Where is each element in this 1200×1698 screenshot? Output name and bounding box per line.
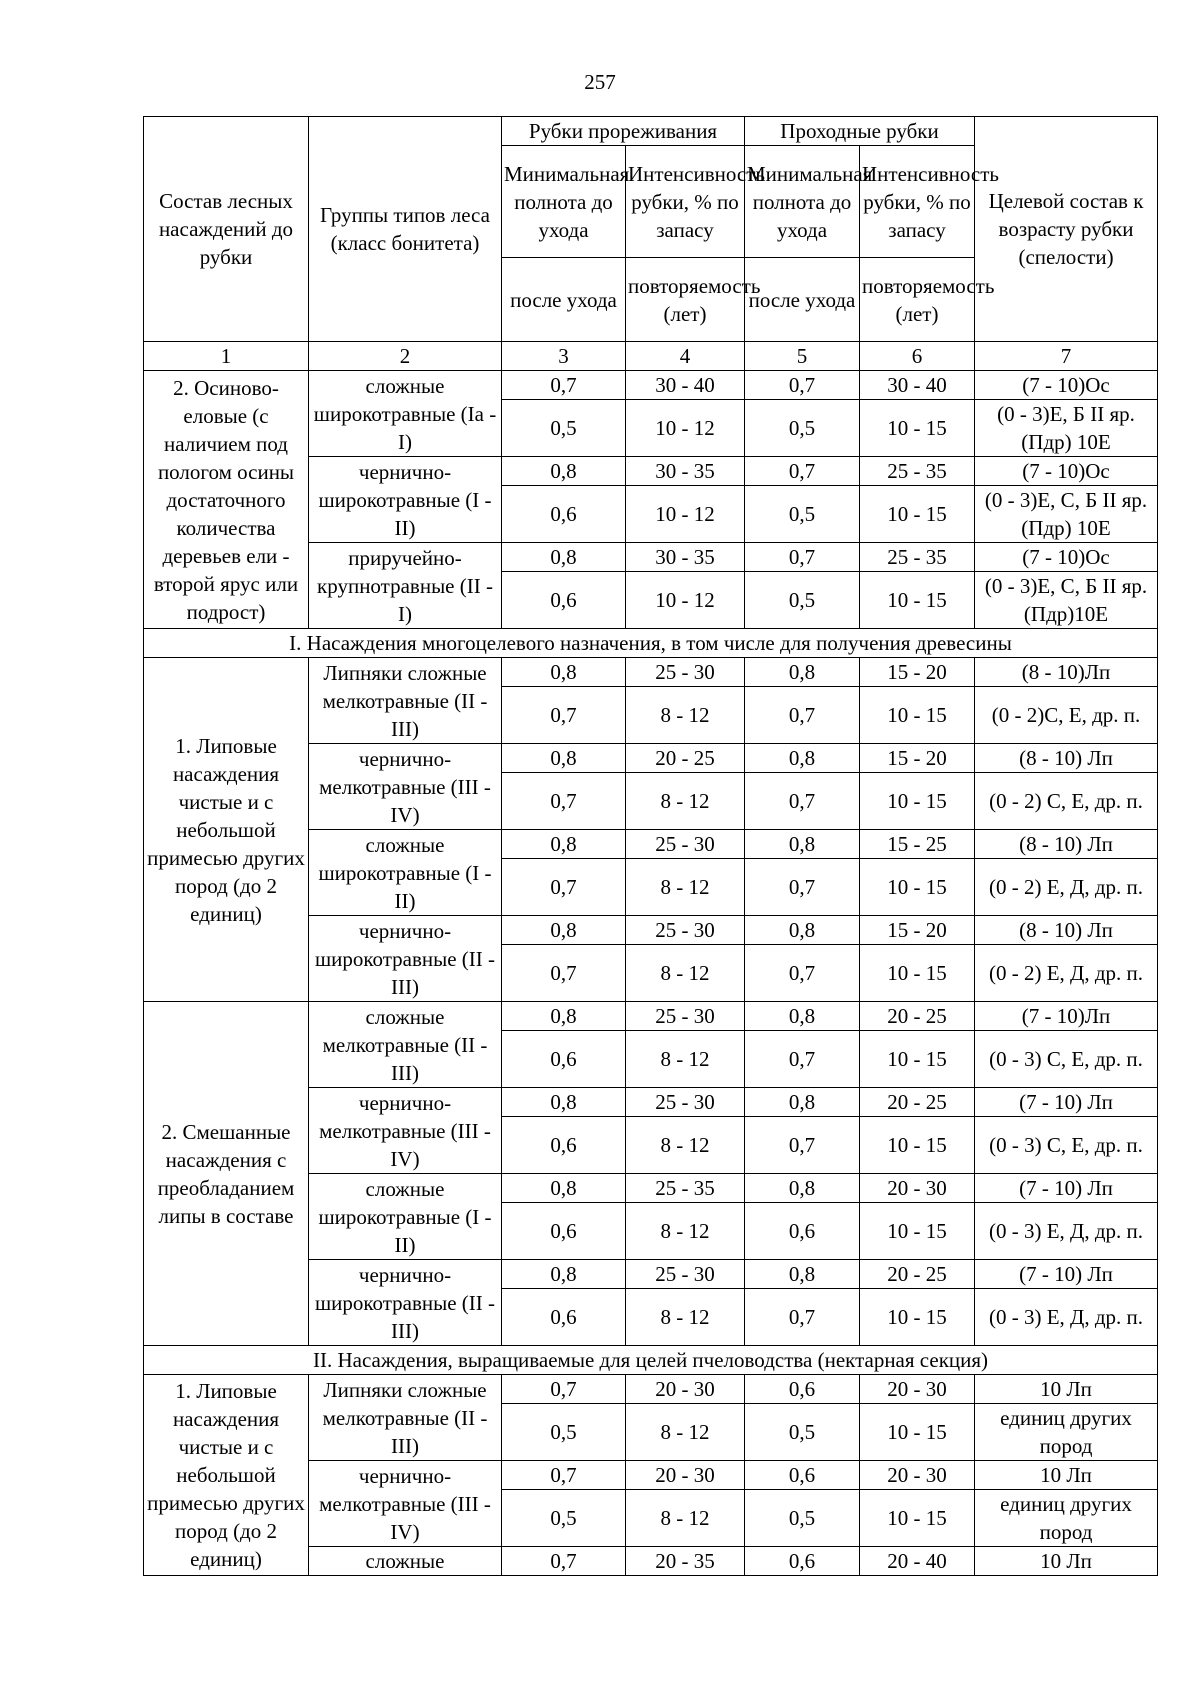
value-cell: (0 - 3) С, Е, др. п.: [975, 1031, 1158, 1088]
value-cell: 0,5: [502, 400, 626, 457]
value-cell: единиц других пород: [975, 1490, 1158, 1547]
value-cell: 0,8: [502, 658, 626, 687]
value-cell: 0,6: [745, 1547, 860, 1576]
table-body: [144, 371, 1158, 1576]
value-cell: 0,8: [502, 1260, 626, 1289]
value-cell: 0,6: [502, 572, 626, 629]
value-cell: 0,8: [502, 457, 626, 486]
value-cell: 25 - 35: [860, 543, 975, 572]
value-cell: 0,8: [502, 1002, 626, 1031]
value-cell: 0,5: [745, 1490, 860, 1547]
column-number: 6: [860, 342, 975, 371]
value-cell: (8 - 10) Лп: [975, 916, 1158, 945]
value-cell: (7 - 10)Ос: [975, 371, 1158, 400]
value-cell: 0,6: [745, 1375, 860, 1404]
value-cell: 10 - 12: [626, 400, 745, 457]
value-cell: 20 - 40: [860, 1547, 975, 1576]
value-cell: 30 - 35: [626, 543, 745, 572]
value-cell: 15 - 20: [860, 658, 975, 687]
value-cell: 0,7: [745, 1117, 860, 1174]
value-cell: 0,8: [745, 916, 860, 945]
value-cell: (7 - 10)Лп: [975, 1002, 1158, 1031]
forest-type-cell: сложные: [309, 1547, 502, 1576]
value-cell: 0,7: [745, 687, 860, 744]
value-cell: 25 - 30: [626, 830, 745, 859]
value-cell: 25 - 35: [626, 1174, 745, 1203]
value-cell: 25 - 30: [626, 1260, 745, 1289]
header-pass-repeat: повторяемость (лет): [860, 258, 975, 342]
value-cell: 25 - 30: [626, 1002, 745, 1031]
table-row: [144, 1375, 1158, 1404]
header-target: Целевой состав к возрасту рубки (спелости): [975, 117, 1158, 342]
value-cell: (0 - 2) С, Е, др. п.: [975, 773, 1158, 830]
value-cell: 10 - 12: [626, 572, 745, 629]
value-cell: 0,7: [745, 1031, 860, 1088]
value-cell: 8 - 12: [626, 945, 745, 1002]
column-number-row: [144, 342, 1158, 371]
forest-type-cell: сложные мелкотравные (II - III): [309, 1002, 502, 1088]
table-row: [144, 371, 1158, 400]
value-cell: 10 - 15: [860, 945, 975, 1002]
composition-cell: 1. Липовые насаждения чистые и с небольшой примесью других пород (до 2 единиц): [144, 1375, 309, 1576]
value-cell: 0,5: [745, 572, 860, 629]
value-cell: 10 Лп: [975, 1461, 1158, 1490]
value-cell: 0,7: [745, 1289, 860, 1346]
value-cell: 10 - 15: [860, 400, 975, 457]
value-cell: 0,8: [502, 830, 626, 859]
section-row: [144, 629, 1158, 658]
value-cell: 0,6: [502, 1289, 626, 1346]
value-cell: (0 - 3)Е, Б II яр. (Пдр) 10Е: [975, 400, 1158, 457]
value-cell: 0,7: [502, 1547, 626, 1576]
value-cell: 8 - 12: [626, 1203, 745, 1260]
forest-type-cell: сложные широкотравные (Ia - I): [309, 371, 502, 457]
value-cell: 10 - 15: [860, 687, 975, 744]
value-cell: 0,5: [745, 1404, 860, 1461]
value-cell: 0,7: [745, 457, 860, 486]
page-number: 257: [584, 70, 616, 94]
value-cell: 8 - 12: [626, 687, 745, 744]
value-cell: 10 - 15: [860, 773, 975, 830]
value-cell: 0,5: [745, 400, 860, 457]
value-cell: 0,7: [745, 543, 860, 572]
value-cell: 0,7: [502, 1461, 626, 1490]
forest-type-cell: приручейно-крупнотравные (II - I): [309, 543, 502, 629]
value-cell: 30 - 40: [626, 371, 745, 400]
column-number: 2: [309, 342, 502, 371]
value-cell: 20 - 30: [860, 1461, 975, 1490]
value-cell: (8 - 10) Лп: [975, 830, 1158, 859]
value-cell: 0,8: [745, 1174, 860, 1203]
value-cell: 0,6: [502, 1117, 626, 1174]
header-composition: Состав лесных насаждений до рубки: [144, 117, 309, 342]
header-thinning: Рубки прореживания: [502, 117, 745, 146]
forest-thinning-table: [143, 116, 1158, 1576]
value-cell: (7 - 10) Лп: [975, 1260, 1158, 1289]
column-number: 4: [626, 342, 745, 371]
section-row: [144, 1346, 1158, 1375]
forest-type-cell: чернично-мелкотравные (III - IV): [309, 744, 502, 830]
composition-cell: 2. Смешанные насаждения с преобладанием липы в составе: [144, 1002, 309, 1346]
header-thin-repeat: повторяемость (лет): [626, 258, 745, 342]
value-cell: (0 - 3)Е, С, Б II яр. (Пдр) 10Е: [975, 486, 1158, 543]
value-cell: 10 Лп: [975, 1547, 1158, 1576]
value-cell: 8 - 12: [626, 1289, 745, 1346]
value-cell: 0,7: [502, 859, 626, 916]
forest-type-cell: Липняки сложные мелкотравные (II - III): [309, 658, 502, 744]
value-cell: 0,8: [745, 658, 860, 687]
value-cell: 15 - 20: [860, 744, 975, 773]
value-cell: (7 - 10)Ос: [975, 543, 1158, 572]
value-cell: (7 - 10)Ос: [975, 457, 1158, 486]
value-cell: 8 - 12: [626, 859, 745, 916]
value-cell: 10 Лп: [975, 1375, 1158, 1404]
value-cell: 0,8: [502, 916, 626, 945]
value-cell: 0,8: [502, 1088, 626, 1117]
column-number: 1: [144, 342, 309, 371]
value-cell: 20 - 25: [626, 744, 745, 773]
value-cell: 0,7: [502, 945, 626, 1002]
value-cell: (7 - 10) Лп: [975, 1088, 1158, 1117]
value-cell: 0,5: [745, 486, 860, 543]
value-cell: 10 - 15: [860, 1117, 975, 1174]
value-cell: 0,7: [502, 1375, 626, 1404]
value-cell: 0,6: [502, 1203, 626, 1260]
value-cell: 0,7: [745, 945, 860, 1002]
forest-type-cell: чернично-мелкотравные (III - IV): [309, 1088, 502, 1174]
value-cell: 10 - 12: [626, 486, 745, 543]
value-cell: 0,6: [745, 1203, 860, 1260]
value-cell: 0,8: [745, 1002, 860, 1031]
value-cell: 25 - 30: [626, 1088, 745, 1117]
value-cell: 8 - 12: [626, 1404, 745, 1461]
table-header: [144, 117, 1158, 371]
table-row: [144, 1002, 1158, 1031]
forest-type-cell: чернично-широкотравные (II - III): [309, 916, 502, 1002]
value-cell: единиц других пород: [975, 1404, 1158, 1461]
section-title: I. Насаждения многоцелевого назначения, в том числе для получения древесины: [144, 629, 1158, 658]
value-cell: 0,8: [502, 1174, 626, 1203]
value-cell: (7 - 10) Лп: [975, 1174, 1158, 1203]
value-cell: 25 - 30: [626, 916, 745, 945]
value-cell: 15 - 25: [860, 830, 975, 859]
value-cell: 10 - 15: [860, 1490, 975, 1547]
value-cell: 15 - 20: [860, 916, 975, 945]
forest-type-cell: чернично-широкотравные (I - II): [309, 457, 502, 543]
value-cell: 8 - 12: [626, 1031, 745, 1088]
value-cell: 10 - 15: [860, 1404, 975, 1461]
column-number: 7: [975, 342, 1158, 371]
header-pass-min: Минимальная полнота до ухода: [745, 146, 860, 258]
value-cell: 8 - 12: [626, 1117, 745, 1174]
value-cell: 10 - 15: [860, 1289, 975, 1346]
header-thin-after: после ухода: [502, 258, 626, 342]
value-cell: (0 - 3) Е, Д, др. п.: [975, 1203, 1158, 1260]
value-cell: 20 - 35: [626, 1547, 745, 1576]
value-cell: 10 - 15: [860, 486, 975, 543]
forest-type-cell: чернично-широкотравные (II - III): [309, 1260, 502, 1346]
value-cell: 8 - 12: [626, 1490, 745, 1547]
value-cell: 0,6: [502, 486, 626, 543]
value-cell: 20 - 25: [860, 1088, 975, 1117]
header-thin-int: Интенсивность рубки, % по запасу: [626, 146, 745, 258]
forest-type-cell: сложные широкотравные (I - II): [309, 1174, 502, 1260]
value-cell: 8 - 12: [626, 773, 745, 830]
value-cell: 0,7: [745, 859, 860, 916]
value-cell: 0,8: [745, 744, 860, 773]
value-cell: 0,7: [502, 687, 626, 744]
value-cell: 0,8: [745, 830, 860, 859]
forest-type-cell: сложные широкотравные (I - II): [309, 830, 502, 916]
value-cell: 25 - 35: [860, 457, 975, 486]
value-cell: 0,8: [502, 744, 626, 773]
value-cell: 0,5: [502, 1404, 626, 1461]
value-cell: 20 - 25: [860, 1260, 975, 1289]
column-number: 5: [745, 342, 860, 371]
value-cell: (0 - 3)Е, С, Б II яр.(Пдр)10Е: [975, 572, 1158, 629]
value-cell: (0 - 2)С, Е, др. п.: [975, 687, 1158, 744]
value-cell: 0,8: [745, 1088, 860, 1117]
value-cell: (8 - 10)Лп: [975, 658, 1158, 687]
value-cell: (0 - 2) Е, Д, др. п.: [975, 945, 1158, 1002]
value-cell: 0,7: [502, 773, 626, 830]
forest-type-cell: Липняки сложные мелкотравные (II - III): [309, 1375, 502, 1461]
value-cell: 0,6: [745, 1461, 860, 1490]
value-cell: 0,7: [502, 371, 626, 400]
forest-type-cell: чернично-мелкотравные (III - IV): [309, 1461, 502, 1547]
value-cell: 0,8: [502, 543, 626, 572]
header-thin-min: Минимальная полнота до ухода: [502, 146, 626, 258]
composition-cell: 2. Осиново-еловые (с наличием под пологом осины достаточного количества деревьев ели - второй ярус или подрост): [144, 371, 309, 629]
table-row: [144, 658, 1158, 687]
value-cell: 20 - 30: [860, 1174, 975, 1203]
value-cell: 30 - 35: [626, 457, 745, 486]
header-pass-after: после ухода: [745, 258, 860, 342]
value-cell: 0,7: [745, 773, 860, 830]
value-cell: 25 - 30: [626, 658, 745, 687]
value-cell: 30 - 40: [860, 371, 975, 400]
value-cell: 10 - 15: [860, 572, 975, 629]
value-cell: 10 - 15: [860, 1203, 975, 1260]
value-cell: 20 - 30: [860, 1375, 975, 1404]
value-cell: 10 - 15: [860, 1031, 975, 1088]
header-forest-groups: Группы типов леса (класс бонитета): [309, 117, 502, 342]
value-cell: 20 - 25: [860, 1002, 975, 1031]
header-passage: Проходные рубки: [745, 117, 975, 146]
value-cell: 10 - 15: [860, 859, 975, 916]
value-cell: (8 - 10) Лп: [975, 744, 1158, 773]
value-cell: 0,8: [745, 1260, 860, 1289]
column-number: 3: [502, 342, 626, 371]
value-cell: 20 - 30: [626, 1375, 745, 1404]
header-pass-int: Интенсивность рубки, % по запасу: [860, 146, 975, 258]
value-cell: (0 - 3) С, Е, др. п.: [975, 1117, 1158, 1174]
value-cell: (0 - 2) Е, Д, др. п.: [975, 859, 1158, 916]
value-cell: (0 - 3) Е, Д, др. п.: [975, 1289, 1158, 1346]
composition-cell: 1. Липовые насаждения чистые и с небольшой примесью других пород (до 2 единиц): [144, 658, 309, 1002]
value-cell: 0,5: [502, 1490, 626, 1547]
value-cell: 0,6: [502, 1031, 626, 1088]
section-title: II. Насаждения, выращиваемые для целей пчеловодства (нектарная секция): [144, 1346, 1158, 1375]
value-cell: 20 - 30: [626, 1461, 745, 1490]
value-cell: 0,7: [745, 371, 860, 400]
